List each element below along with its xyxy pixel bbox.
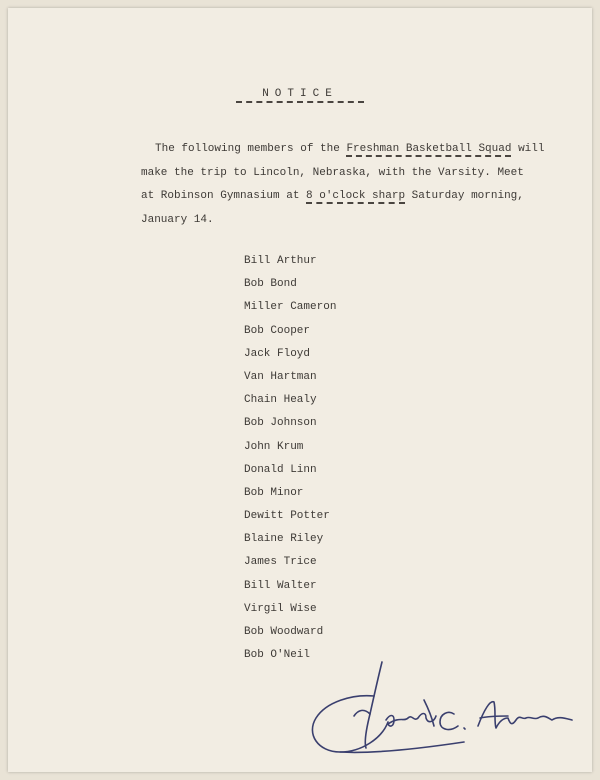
squad-name-underlined: Freshman Basketball Squad [346, 143, 512, 155]
member-name: Dewitt Potter [244, 510, 330, 523]
notice-page [8, 8, 592, 772]
paragraph-line-3 [141, 185, 541, 209]
member-name: Van Hartman [244, 370, 317, 383]
paragraph-line-3-end: Saturday morning, [405, 190, 524, 202]
notice-paragraph [141, 138, 545, 232]
member-name: Bob Johnson [244, 417, 317, 430]
member-name: Bob Bond [244, 278, 297, 291]
member-list [244, 250, 336, 667]
paragraph-line-3-start: at Robinson Gymnasium at [141, 190, 307, 202]
paragraph-line-1 [141, 138, 545, 162]
paragraph-line-4: January 14. [141, 213, 214, 226]
member-name: John Krum [244, 440, 304, 453]
member-name: Virgil Wise [244, 602, 317, 615]
paragraph-line-1-start: The following members of the [155, 143, 347, 155]
notice-title: NOTICE [236, 88, 364, 103]
member-name: James Trice [244, 556, 317, 569]
time-underlined: 8 o'clock sharp [306, 190, 406, 202]
member-name: Miller Cameron [244, 301, 337, 314]
member-name: Bob O'Neil [244, 649, 311, 662]
member-name: Bob Minor [244, 486, 304, 499]
member-name: Bob Cooper [244, 324, 311, 337]
paragraph-line-2: make the trip to Lincoln, Nebraska, with the Varsity. Meet [141, 166, 524, 179]
member-name: Jack Floyd [244, 347, 311, 360]
member-name: Bob Woodward [244, 626, 324, 638]
member-name: Blaine Riley [244, 533, 324, 546]
member-name: Bill Walter [244, 579, 317, 592]
member-name: Chain Healy [244, 394, 317, 407]
member-name: Donald Linn [244, 463, 317, 476]
paragraph-line-1-end: will [511, 143, 545, 155]
handwritten-signature [304, 656, 580, 764]
member-name: Bill Arthur [244, 255, 317, 267]
